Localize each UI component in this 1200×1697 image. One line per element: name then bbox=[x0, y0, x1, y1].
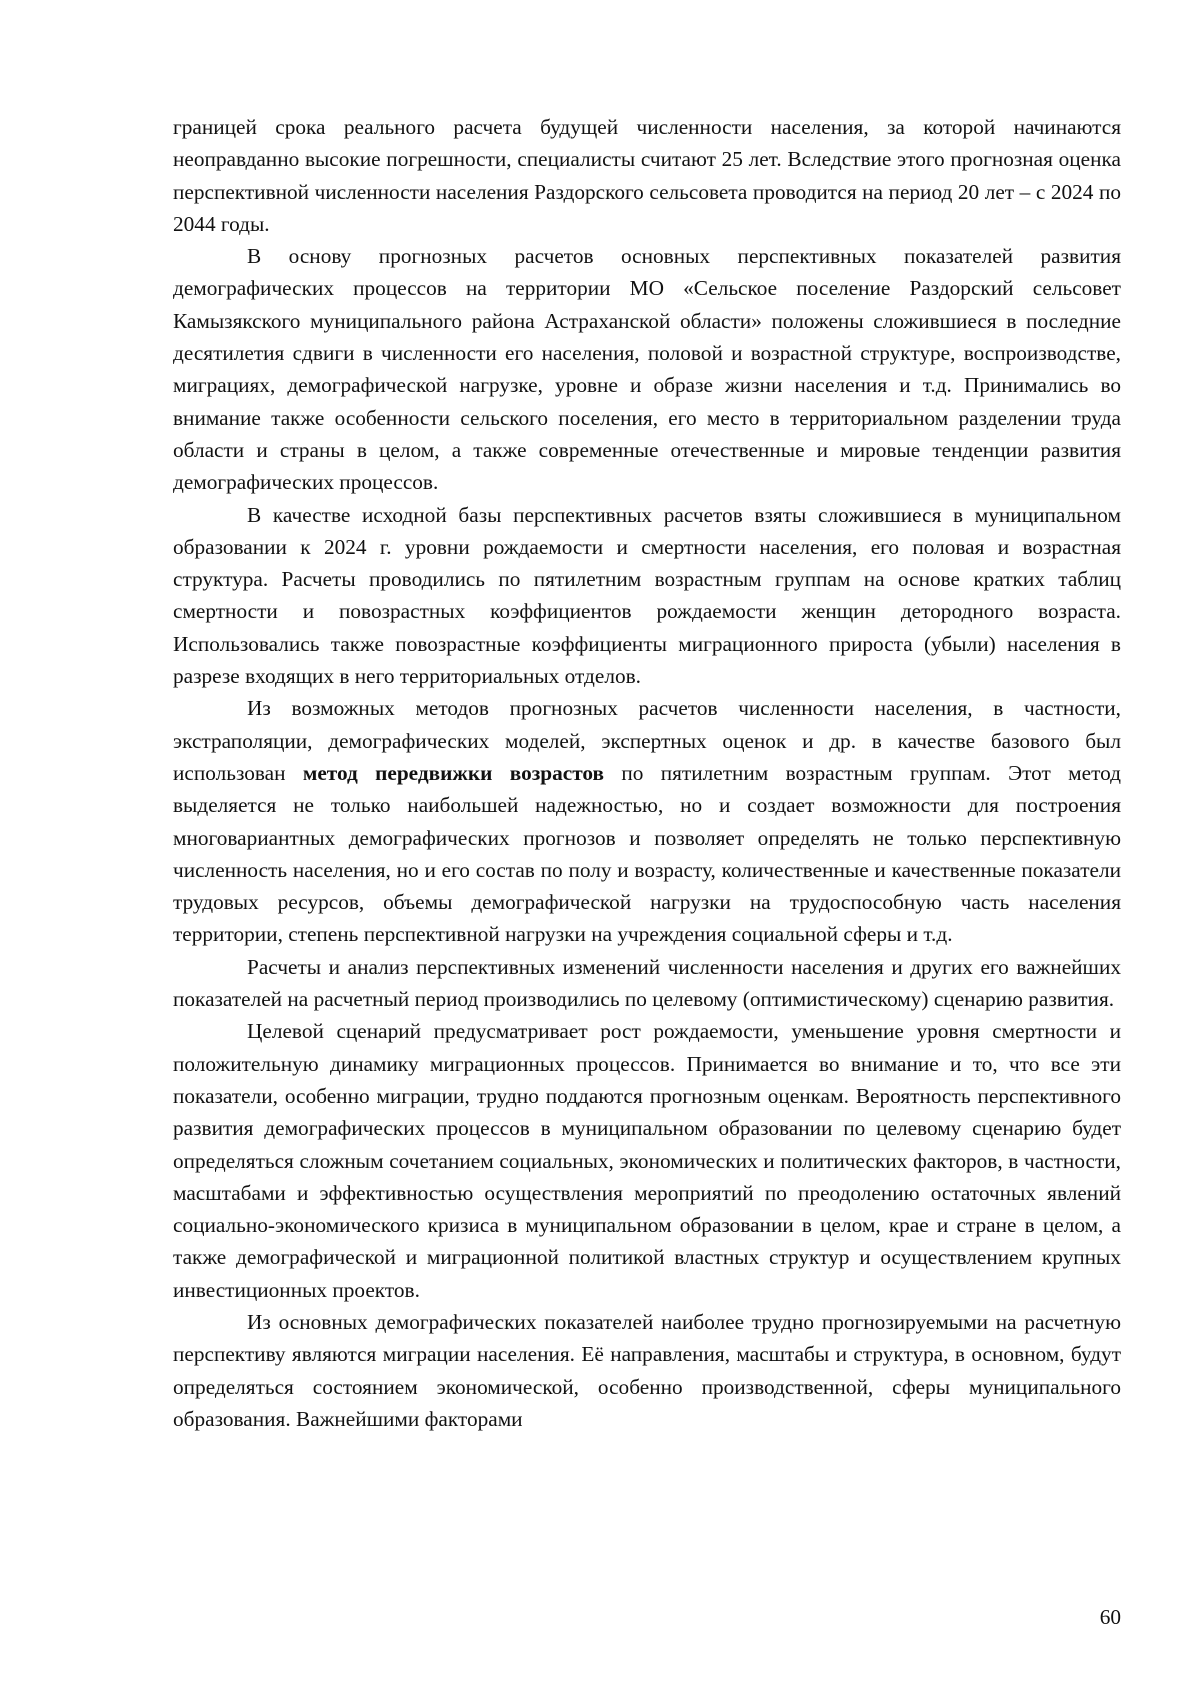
paragraph-scenario-analysis: Расчеты и анализ перспективных изменений численности населения и других его важнейших показателей на расчетный период производились по целевому (оптимистическому) сценарию развития. bbox=[173, 954, 1121, 1012]
paragraph-initial-base: В качестве исходной базы перспективных расчетов взяты сложившиеся в муниципальном образовании к 2024 г. уровни рождаемости и смертности населения, его половая и возрастная структура. Расчеты проводились по пятилетним возрастным группам на основе кратких таблиц смертности и повозрастных коэффициентов рождаемости женщин детородного возраста. Использовались также повозрастные коэффициенты миграционного прироста (убыли) населения в разрезе входящих в него территориальных отделов. bbox=[173, 502, 1121, 689]
method-name-bold: метод передвижки возрастов bbox=[302, 760, 605, 785]
page-number: 60 bbox=[1099, 1605, 1121, 1629]
paragraph-method bbox=[173, 692, 1121, 950]
paragraph-migration: Из основных демографических показателей наиболее трудно прогнозируемыми на расчетную перспективу являются миграции населения. Её направления, масштабы и структура, в основном, будут определяться состоянием экономической, особенно производственной, сферы муниципального образования. Важнейшими факторами bbox=[173, 1309, 1121, 1431]
paragraph-target-scenario: Целевой сценарий предусматривает рост рождаемости, уменьшение уровня смертности и положительную динамику миграционных процессов. Принимается во внимание и то, что все эти показатели, особенно миграции, трудно поддаются прогнозным оценкам. Вероятность перспективного развития демографических процессов в муниципальном образовании по целевому сценарию будет определяться сложным сочетанием социальных, экономических и политических факторов, в частности, масштабами и эффективностью осуществления мероприятий по преодолению остаточных явлений социально-экономического кризиса в муниципальном образовании в целом, крае и стране в целом, а также демографической и миграционной политикой властных структур и осуществлением крупных инвестиционных проектов. bbox=[173, 1019, 1121, 1302]
paragraph-forecast-basis: В основу прогнозных расчетов основных перспективных показателей развития демографических процессов на территории МО «Сельское поселение Раздорский сельсовет Камызякского муниципального района Астраханской области» положены сложившиеся в последние десятилетия сдвиги в численности его населения, половой и возрастной структуре, воспроизводстве, миграциях, демографической нагрузке, уровне и образе жизни населения и т.д. Принимались во внимание также особенности сельского поселения, его место в территориальном разделении труда области и страны в целом, а также современные отечественные и мировые тенденции развития демографических процессов. bbox=[173, 244, 1121, 495]
method-text-before: Из возможных методов прогнозных расчетов численности населения, в частности, экстраполяции, демографических моделей, экспертных оценок и др. в качестве базового был использован bbox=[173, 696, 1121, 785]
method-text-after: по пятилетним возрастным группам. Этот метод выделяется не только наибольшей надежностью, но и создает возможности для построения многовариантных демографических прогнозов и позволяет определять не только перспективную численность населения, но и его состав по полу и возрасту, количественные и качественные показатели трудовых ресурсов, объемы демографической нагрузки на трудоспособную часть населения территории, степень перспективной нагрузки на учреждения социальной сферы и т.д. bbox=[173, 760, 1121, 947]
paragraph-forecast-period: границей срока реального расчета будущей численности населения, за которой начинаются неоправданно высокие погрешности, специалисты считают 25 лет. Вследствие этого прогнозная оценка перспективной численности населения Раздорского сельсовета проводится на период 20 лет – с 2024 по 2044 годы. bbox=[173, 115, 1121, 236]
body-text bbox=[173, 111, 1121, 1435]
